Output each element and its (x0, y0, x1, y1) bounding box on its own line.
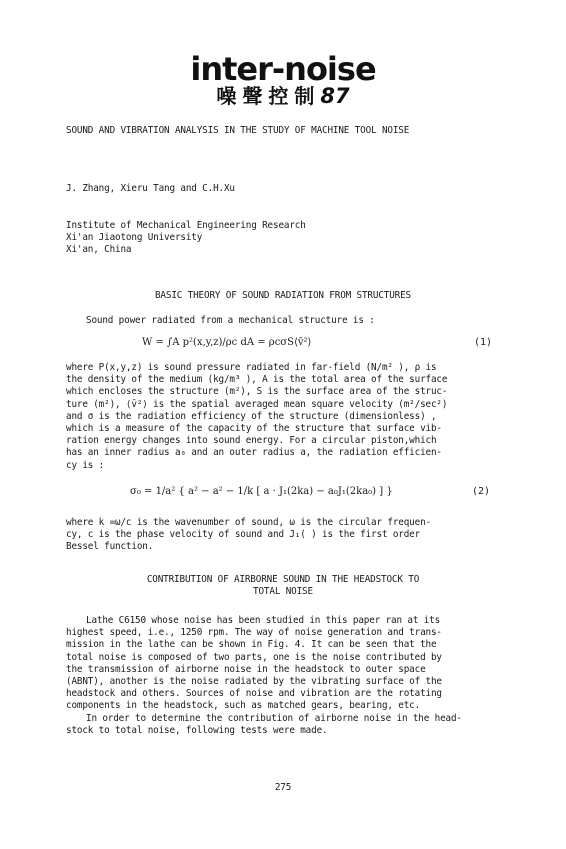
paragraph-line: Lathe C6150 whose noise has been studied in this paper ran at its (86, 615, 441, 626)
definition-line: Bessel function. (66, 541, 154, 553)
paragraph-line: highest speed, i.e., 1250 rpm. The way of noise generation and trans- (66, 627, 442, 639)
body-paragraph-2 (66, 713, 500, 737)
paragraph-line: (ABNT), another is the noise radiated by the vibrating surface of the (66, 676, 442, 688)
equation-1: W = ∫A p²(x,y,z)/ρc dA = ρcσS⟨v̄²⟩ (142, 337, 312, 348)
definition-line: has an inner radius a₀ and an outer radius a, the radiation efficien- (66, 447, 442, 459)
affiliation-line-1: Institute of Mechanical Engineering Research (66, 220, 306, 231)
section-heading-basic-theory: BASIC THEORY OF SOUND RADIATION FROM STRUCTURES (154, 290, 412, 301)
section-heading-contribution-line-1: CONTRIBUTION OF AIRBORNE SOUND IN THE HEADSTOCK TO (146, 574, 420, 585)
definition-line: ture (m²), ⟨v̄²⟩ is the spatial averaged mean square velocity (m²/sec²) (66, 398, 448, 410)
definition-line: the density of the medium (kg/m³ ), A is the total area of the surface (66, 374, 448, 386)
paragraph-line: mission in the lathe can be shown in Fig. 4. It can be seen that the (66, 639, 437, 651)
equation-1-number: (1) (474, 337, 493, 348)
affiliation-line-3: Xi'an, China (66, 244, 132, 255)
logo-year: 87 (320, 84, 350, 108)
definition-line: ration energy changes into sound energy. For a circular piston,which (66, 435, 437, 447)
page-number: 275 (274, 782, 292, 793)
paragraph-line: components in the headstock, such as matched gears, bearing, etc. (66, 700, 421, 712)
definition-line: cy is : (66, 459, 105, 471)
paragraph-line: total noise is composed of two parts, one is the noise contributed by (66, 651, 442, 663)
logo-chinese-text: 噪聲控制 (216, 84, 321, 108)
paper-authors: J. Zhang, Xieru Tang and C.H.Xu (66, 183, 235, 194)
equation-2: σ₀ = 1/a² { a² − a² − 1/k [ a · J₁(2ka) − a₀J₁(2ka₀) ] } (130, 486, 393, 497)
definition-line: where k =ω/c is the wavenumber of sound, ω is the circular frequen- (66, 517, 431, 528)
conference-logo-chinese (0, 84, 566, 108)
paragraph-line: In order to determine the contribution of airborne noise in the head- (86, 713, 462, 724)
paper-title: SOUND AND VIBRATION ANALYSIS IN THE STUDY OF MACHINE TOOL NOISE (66, 125, 410, 136)
definition-line: which encloses the structure (m²), S is the surface area of the struc- (66, 386, 448, 398)
equation-2-number: (2) (472, 486, 491, 497)
definition-line: which is a measure of the capacity of the structure that surface vib- (66, 423, 442, 435)
wavenumber-definitions (66, 517, 500, 554)
affiliation-line-2: Xi'an Jiaotong University (66, 232, 203, 243)
definition-line: where P(x,y,z) is sound pressure radiated in far-field (N/m² ), ρ is (66, 362, 437, 373)
paragraph-line: stock to total noise, following tests were made. (66, 725, 328, 737)
paragraph-line: the transmission of airborne noise in the headstock to outer space (66, 663, 426, 675)
sound-power-intro: Sound power radiated from a mechanical structure is : (86, 315, 375, 326)
definition-line: cy, c is the phase velocity of sound and J₁( ) is the first order (66, 529, 421, 541)
conference-logo: inter-noise (190, 50, 376, 88)
paragraph-line: headstock and others. Sources of noise and vibration are the rotating (66, 688, 442, 700)
variable-definitions (66, 362, 500, 472)
definition-line: and σ is the radiation efficiency of the structure (dimensionless) , (66, 410, 437, 422)
section-heading-contribution-line-2: TOTAL NOISE (253, 586, 313, 597)
body-paragraph-1 (66, 615, 500, 713)
